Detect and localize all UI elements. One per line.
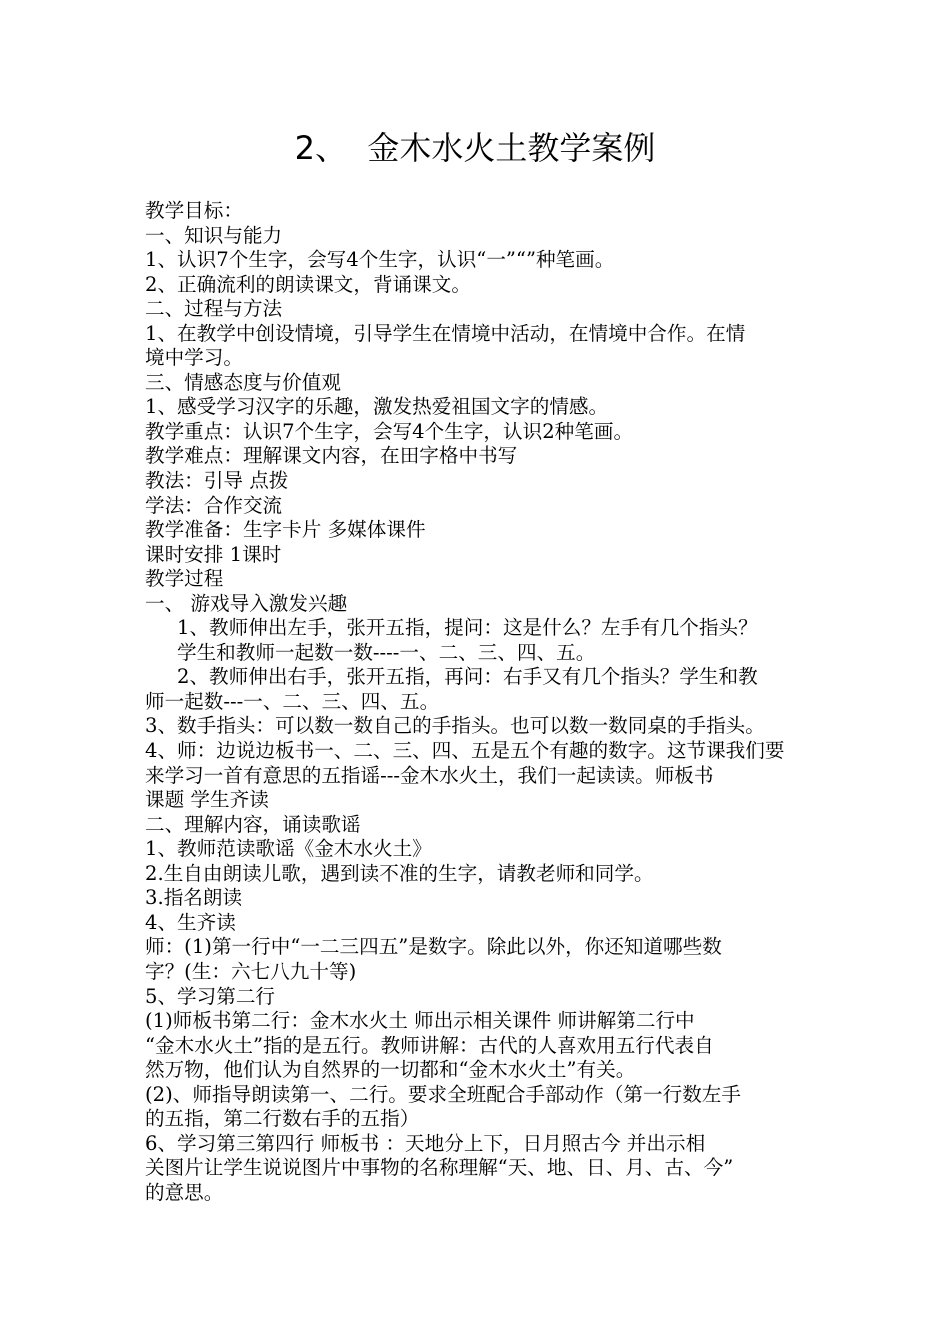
text-line: 课题 学生齐读 bbox=[145, 788, 269, 812]
text-line: 课时安排 1课时 bbox=[145, 542, 282, 566]
text-line: 的五指，第二行数右手的五指） bbox=[145, 1107, 420, 1131]
text-line: 然万物，他们认为自然界的一切都和“金木水火土”有关。 bbox=[145, 1058, 636, 1082]
text-line: 师一起数---一、二、三、四、五。 bbox=[145, 689, 440, 713]
text-line: 1、在教学中创设情境，引导学生在情境中活动，在情境中合作。在情 bbox=[145, 321, 746, 345]
text-line: 1、认识7个生字，会写4个生字，认识“一”“”种笔画。 bbox=[145, 248, 615, 272]
text-line: 教法：引导 点拨 bbox=[145, 469, 289, 493]
text-line: 一、 游戏导入激发兴趣 bbox=[145, 591, 348, 615]
text-line: 1、感受学习汉字的乐趣，激发热爱祖国文字的情感。 bbox=[145, 395, 609, 419]
text-line: 教学过程 bbox=[145, 567, 224, 591]
text-line: 4、生齐读 bbox=[145, 910, 236, 934]
text-line: “金木水火土”指的是五行。教师讲解：古代的人喜欢用五行代表自 bbox=[145, 1033, 714, 1057]
text-line: 一、知识与能力 bbox=[145, 223, 283, 247]
text-line: 关图片让学生说说图片中事物的名称理解“天、地、日、月、古、今” bbox=[145, 1156, 734, 1180]
text-line: (1)师板书第二行：金木水火土 师出示相关课件 师讲解第二行中 bbox=[145, 1009, 695, 1033]
text-line: (2)、师指导朗读第一、二行。要求全班配合手部动作（第一行数左手 bbox=[145, 1082, 741, 1106]
document-body bbox=[145, 199, 825, 1205]
text-line: 来学习一首有意思的五指谣---金木水火土，我们一起读读。师板书 bbox=[145, 763, 714, 787]
text-line: 境中学习。 bbox=[145, 346, 243, 370]
text-line: 字？(生：六七八九十等) bbox=[145, 959, 357, 983]
text-line: 3.指名朗读 bbox=[145, 886, 243, 910]
text-line: 2、教师伸出右手，张开五指，再问：右手又有几个指头？学生和教 bbox=[177, 665, 758, 689]
text-line: 4、师：边说边板书一、二、三、四、五是五个有趣的数字。这节课我们要 bbox=[145, 739, 785, 763]
text-line: 6、学习第三第四行 师板书 ：天地分上下，日月照古今 并出示相 bbox=[145, 1131, 706, 1155]
text-line: 师：(1)第一行中“一二三四五”是数字。除此以外，你还知道哪些数 bbox=[145, 935, 722, 959]
text-line: 1、教师伸出左手，张开五指，提问：这是什么？左手有几个指头？ bbox=[177, 616, 758, 640]
text-line: 二、过程与方法 bbox=[145, 297, 283, 321]
text-line: 三、情感态度与价值观 bbox=[145, 370, 341, 394]
text-line: 教学目标： bbox=[145, 199, 243, 222]
text-line: 3、数手指头：可以数一数自己的手指头。也可以数一数同桌的手指头。 bbox=[145, 714, 765, 738]
text-line: 5、学习第二行 bbox=[145, 984, 276, 1008]
page-title: 2、 金木水火土教学案例 bbox=[294, 129, 656, 167]
text-line: 二、理解内容，诵读歌谣 bbox=[145, 812, 361, 836]
text-line: 2、正确流利的朗读课文，背诵课文。 bbox=[145, 272, 471, 296]
text-line: 的意思。 bbox=[145, 1180, 224, 1204]
text-line: 教学难点：理解课文内容，在田字格中书写 bbox=[145, 444, 518, 468]
text-line: 教学重点：认识7个生字，会写4个生字，认识2种笔画。 bbox=[145, 419, 634, 443]
text-line: 学法：合作交流 bbox=[145, 493, 283, 517]
text-line: 教学准备：生字卡片 多媒体课件 bbox=[145, 518, 426, 542]
text-line: 学生和教师一起数一数----一、二、三、四、五。 bbox=[177, 640, 596, 664]
text-line: 1、教师范读歌谣《金木水火土》 bbox=[145, 837, 432, 861]
text-line: 2.生自由朗读儿歌，遇到读不准的生字，请教老师和同学。 bbox=[145, 861, 654, 885]
